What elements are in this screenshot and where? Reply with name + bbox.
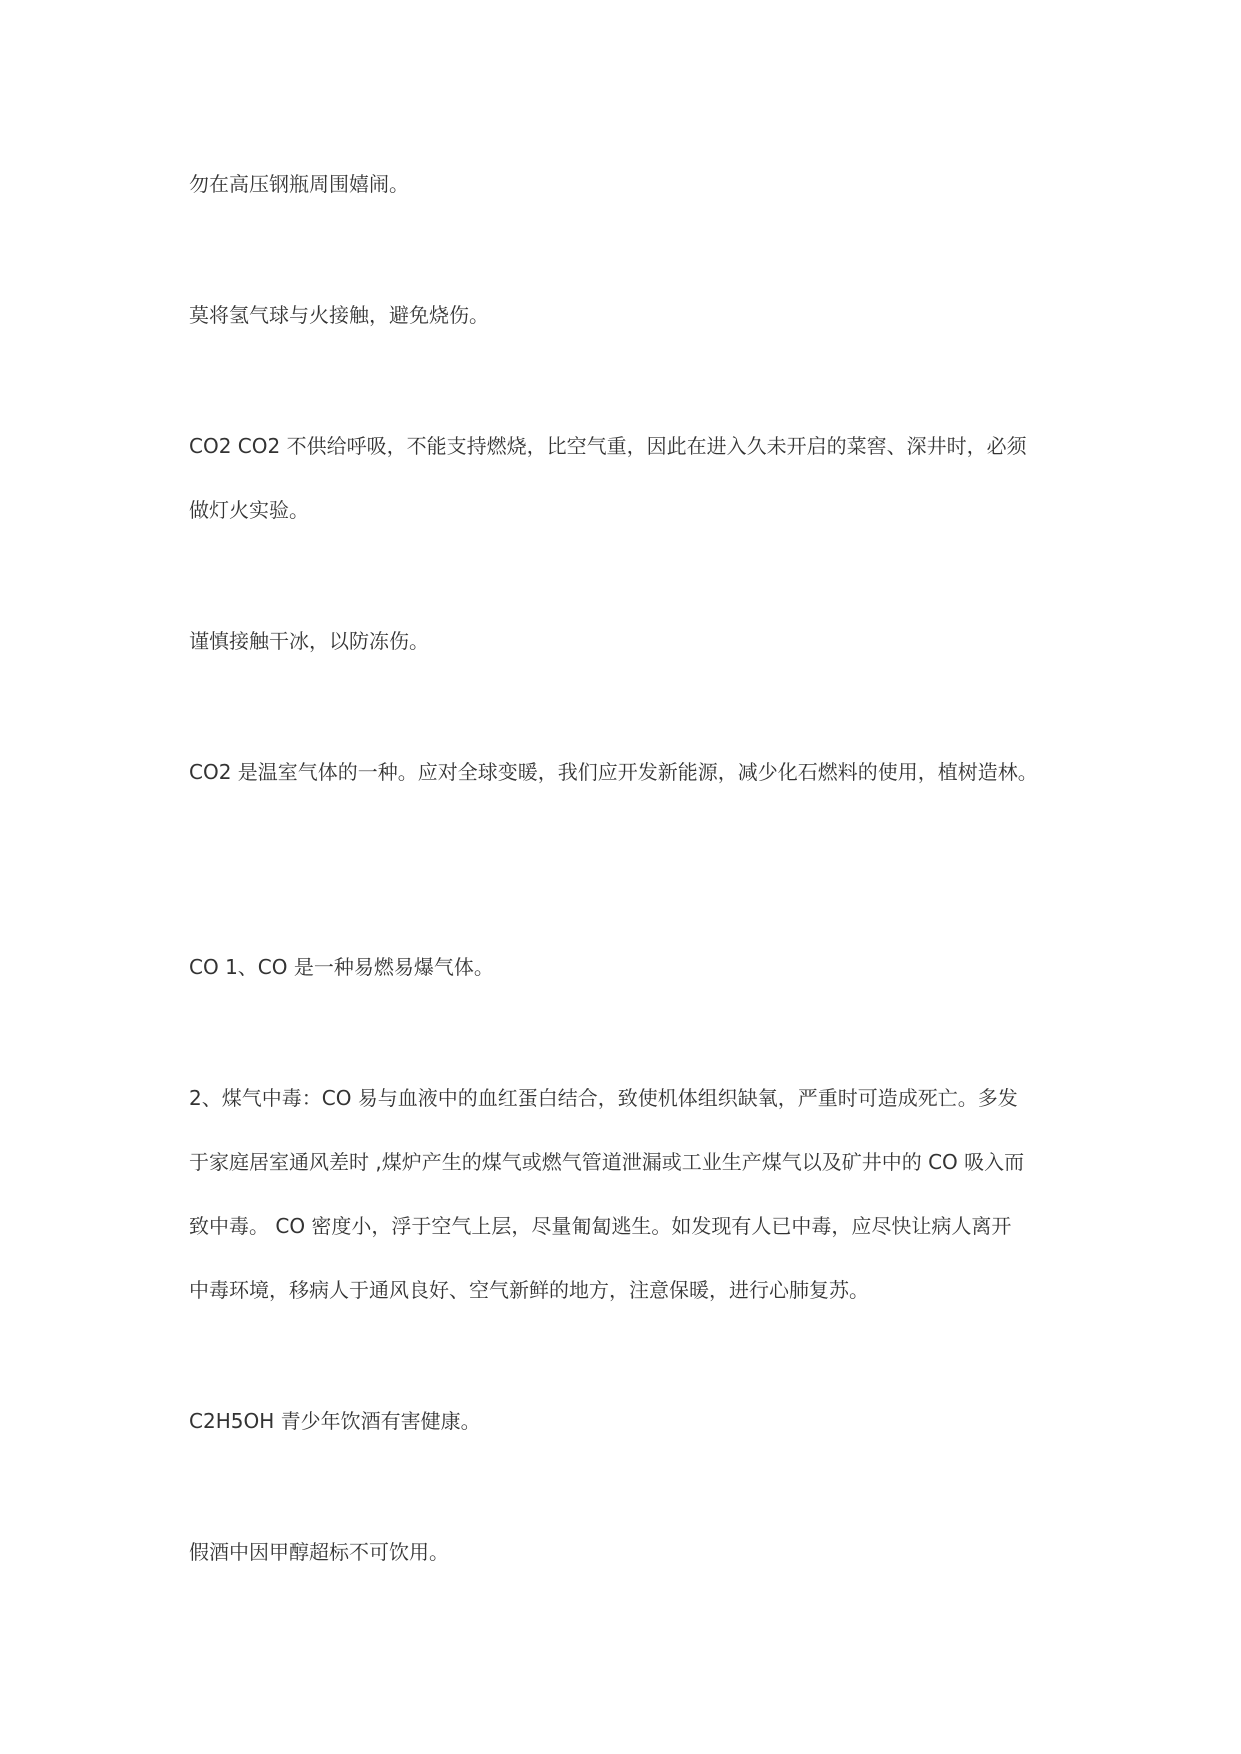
text-line: 中毒环境，移病人于通风良好、空气新鲜的地方，注意保暖，进行心肺复苏。 [189,1278,869,1302]
text-line: 假酒中因甲醇超标不可饮用。 [189,1540,449,1564]
text-line: 致中毒。 CO 密度小，浮于空气上层，尽量匍匐逃生。如发现有人已中毒，应尽快让病人离开 [189,1214,1012,1238]
text-line: 谨慎接触干冰，以防冻伤。 [189,629,429,653]
text-line: CO2 CO2 不供给呼吸，不能支持燃烧，比空气重，因此在进入久未开启的菜窖、深井时，必须 [189,434,1027,458]
text-line: CO 1、CO 是一种易燃易爆气体。 [189,955,494,979]
text-line: 勿在高压钢瓶周围嬉闹。 [189,172,409,196]
text-line: C2H5OH 青少年饮酒有害健康。 [189,1409,481,1433]
text-line: 莫将氢气球与火接触，避免烧伤。 [189,303,489,327]
text-line: 于家庭居室通风差时 ,煤炉产生的煤气或燃气管道泄漏或工业生产煤气以及矿井中的 CO 吸入而 [189,1150,1025,1174]
text-line: 做灯火实验。 [189,498,309,522]
text-line: 2、煤气中毒：CO 易与血液中的血红蛋白结合，致使机体组织缺氧，严重时可造成死亡。多发 [189,1086,1018,1110]
text-line: CO2 是温室气体的一种。应对全球变暖，我们应开发新能源，减少化石燃料的使用，植树造林。 [189,760,1038,784]
